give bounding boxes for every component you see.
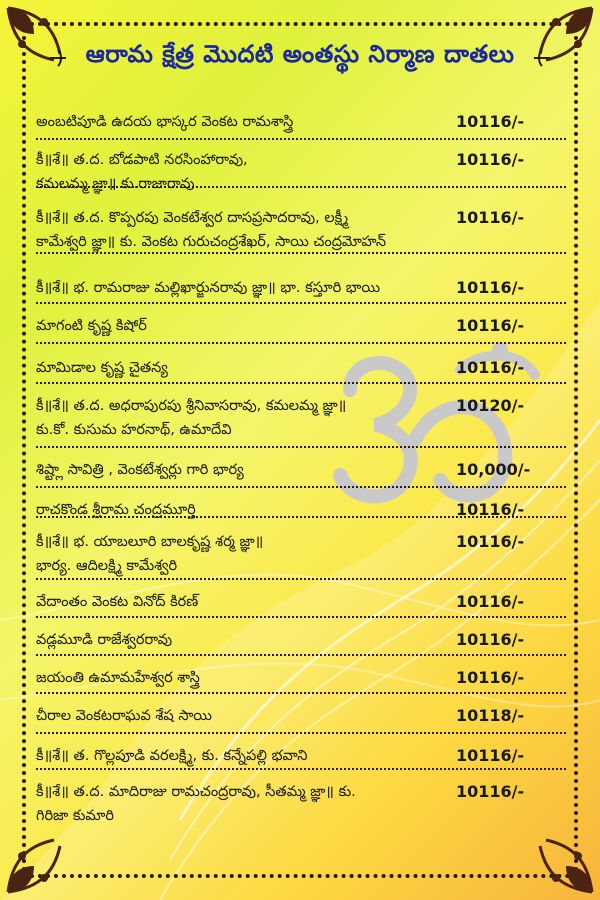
donor-name: శిష్ట్లా సావిత్రి , వెంకటేశ్వర్లు గారి భార్య [36, 462, 244, 478]
donor-name: కీ॥శే॥ త.ద. బోడపాటి నరసింహారావు, కమలమ్మ జ్ఞా॥ కు.రాజారావు [36, 152, 248, 192]
donor-amount: 10116/- [456, 500, 525, 519]
donor-name: కీ॥శే॥ త. గొల్లపూడి వరలక్ష్మి, కు. కన్నేపల్లి భవాని [36, 748, 308, 764]
row-divider [36, 692, 566, 694]
donor-name: కీ॥శే॥ భ. రామరాజు మల్లిఖార్జునరావు జ్ఞా॥ భా. కస్తూరి భాయి [36, 280, 380, 296]
donor-amount: 10116/- [456, 782, 525, 801]
donor-name: వేదాంతం వెంకట వినోద్ కిరణ్ [36, 594, 199, 610]
donor-amount: 10116/- [456, 208, 525, 227]
donor-amount: 10116/- [456, 746, 525, 765]
corner-ornament-bottom-right [536, 836, 596, 896]
donor-amount: 10116/- [456, 532, 525, 551]
bottom-border [22, 874, 578, 878]
row-divider [36, 516, 566, 518]
row-divider [36, 302, 566, 304]
donor-name: కీ॥శే॥ త.ద. మాదిరాజు రామచంద్రరావు, సీతమ్మ జ్ఞా॥ కు. గిరిజా కుమారి [36, 784, 356, 824]
row-divider [36, 654, 566, 656]
donor-amount: 10116/- [456, 112, 525, 131]
donor-name: మాగంటి కృష్ణ కిషోర్ [36, 318, 147, 334]
row-divider [36, 138, 566, 140]
row-divider [36, 578, 566, 580]
poster-title: ఆరామ క్షేత్ర మొదటి అంతస్థు నిర్మాణ దాతలు [85, 40, 515, 68]
donor-name: వడ్లమూడి రాజేశ్వరరావు [36, 632, 173, 648]
donor-amount: 10116/- [456, 278, 525, 297]
donor-amount: 10120/- [456, 396, 525, 415]
donor-amount: 10,000/- [456, 460, 531, 479]
donor-amount: 10116/- [456, 630, 525, 649]
donor-name: చీరాల వెంకటరాఘవ శేష సాయి [36, 708, 212, 724]
donor-name: కీ॥శే॥ త.ద. కొప్పరపు వెంకటేశ్వర దాసప్రసాదరావు, లక్ష్మీ కామేశ్వరి జ్ఞా॥ కు. వెంకట గురుచంద్రశేఖర్, సాయి చంద్రమోహన్ [36, 210, 387, 250]
donor-amount: 10116/- [456, 316, 525, 335]
donor-amount: 10116/- [456, 668, 525, 687]
donor-name: రాచకొండ శ్రీరామ చంద్రమూర్తి [36, 502, 196, 518]
donor-amount: 10116/- [456, 592, 525, 611]
donor-amount: 10116/- [456, 358, 525, 377]
left-border [22, 20, 26, 880]
row-divider [36, 768, 566, 770]
donor-name: కీ॥శే॥ భ. యాబలూరి బాలకృష్ణ శర్మ జ్ఞా॥ భార్య. ఆదిలక్ష్మి కామేశ్వరి [36, 534, 264, 574]
top-border [22, 22, 578, 26]
donor-name: కీ॥శే॥ త.ద. అధరాపురపు శ్రీనివాసరావు, కమలమ్మ జ్ఞా॥ కు.కో. కుసుమ హరనాథ్, ఉమాదేవి [36, 398, 347, 438]
donor-amount: 10118/- [456, 706, 525, 725]
corner-ornament-bottom-left [4, 836, 64, 896]
donor-amount: 10116/- [456, 150, 525, 169]
donor-name: అంబటిపూడి ఉదయ భాస్కర వెంకట రామశాస్త్రి [36, 114, 294, 130]
donor-name: మామిడాల కృష్ణ చైతన్య [36, 360, 168, 376]
row-divider [36, 446, 566, 448]
row-divider [36, 382, 566, 384]
row-divider [36, 616, 566, 618]
row-divider [36, 252, 566, 254]
row-divider [36, 486, 566, 488]
row-divider [36, 732, 566, 734]
row-divider [36, 186, 566, 188]
right-border [574, 20, 578, 880]
donor-name: జయంతి ఉమామహేశ్వర శాస్త్రి [36, 670, 200, 686]
row-divider [36, 342, 566, 344]
